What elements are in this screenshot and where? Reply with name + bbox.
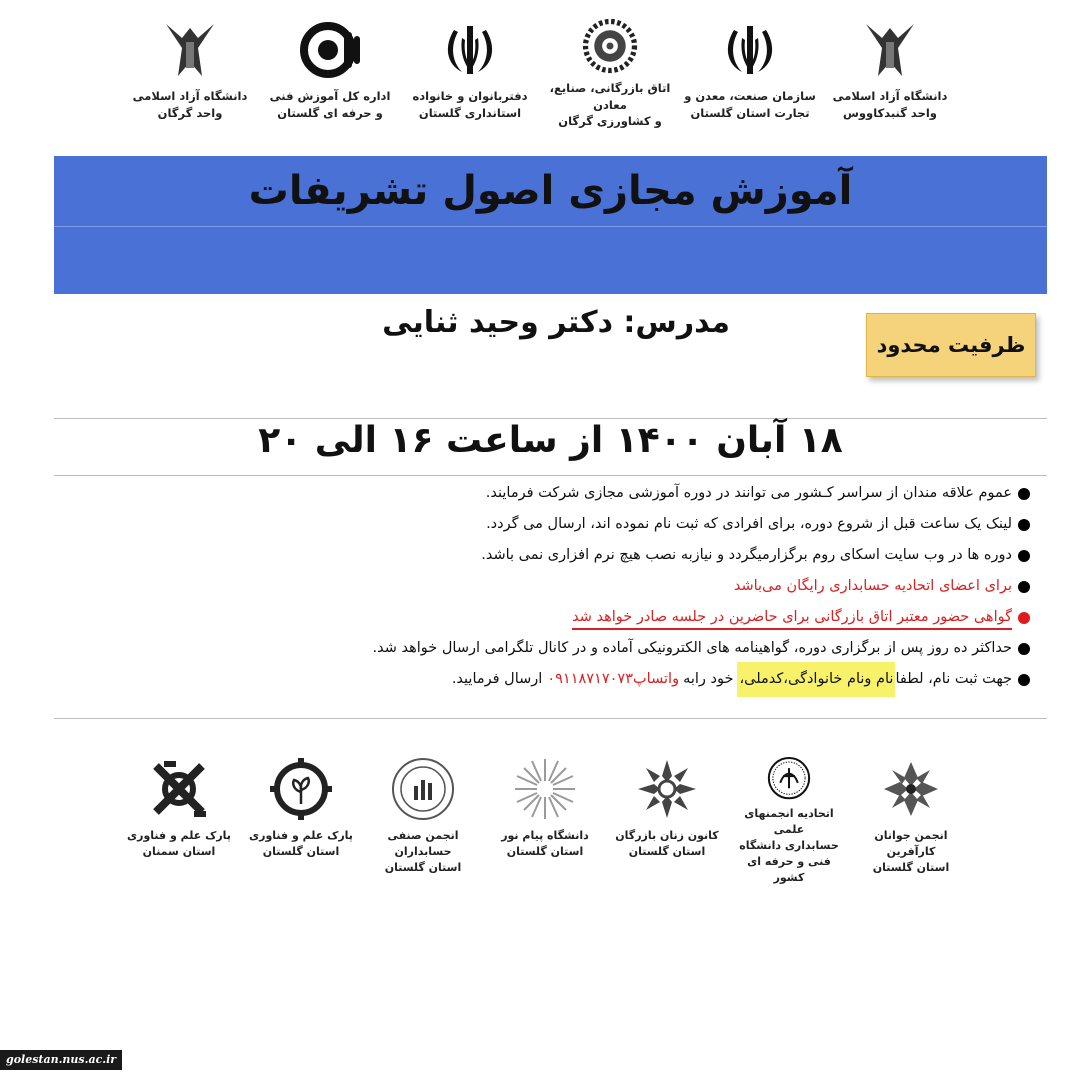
registration-suffix: ارسال فرمایید.: [451, 671, 543, 687]
logo-chamber-commerce: [540, 18, 680, 130]
logo-science-park-semnan: [120, 756, 238, 886]
divider-middle: [54, 475, 1047, 476]
accountants-guild-seal-icon: [390, 756, 456, 822]
logo-caption: دانشگاه آزاد اسلامی واحد گرگان: [132, 89, 248, 120]
list-item-text: حداکثر ده روز پس از برگزاری دوره، گواهینامه های الکترونیکی آماده و در کانال تلگرامی ارسال خواهد شد.: [372, 640, 1012, 656]
logo-payame-noor: [486, 756, 604, 886]
list-item: [290, 602, 1030, 633]
azad-university-emblem-icon: [158, 18, 222, 82]
list-item: [290, 509, 1030, 540]
logo-caption: اتاق بازرگانی، صنایع، معادن و کشاورزی گرگان: [549, 80, 671, 129]
logo-caption: دانشگاه آزاد اسلامی واحد گنبدکاووس: [832, 89, 948, 120]
logo-caption: دفتربانوان و خانواده استانداری گلستان: [412, 89, 528, 120]
logo-caption: اداره کل آموزش فنی و حرفه ای گلستان: [269, 89, 391, 120]
logo-azad-gonbad: [820, 18, 960, 130]
instructor-name: مدرس: دکتر وحید ثنایی: [382, 305, 730, 340]
bullet-dot-icon: [1018, 674, 1030, 686]
azad-university-emblem-icon: [858, 18, 922, 82]
registration-highlight: نام ونام خانوادگی،کدملی،: [737, 662, 895, 697]
capacity-badge: ظرفیت محدود: [866, 313, 1036, 377]
bottom-logo-row: [120, 756, 970, 886]
logo-industry-org: [680, 18, 820, 130]
course-title: آموزش مجازی اصول تشریفات: [248, 168, 853, 214]
list-item: [290, 478, 1030, 509]
logo-caption: کانون زنان بازرگان استان گلستان: [615, 829, 719, 858]
logo-tvto: [260, 18, 400, 130]
top-logo-row: [120, 18, 960, 130]
list-item-text: برای اعضای اتحادیه حسابداری رایگان می‌باشد: [733, 578, 1012, 594]
divider-bottom: [54, 718, 1047, 719]
logo-caption: اتحادیه انجمنهای علمی حسابداری دانشگاه فنی و حرفه ای کشور: [739, 807, 839, 885]
chamber-gear-icon: [578, 18, 642, 74]
bullet-dot-icon: [1018, 550, 1030, 562]
iran-emblem-icon: [718, 18, 782, 82]
logo-accounting-union: [730, 756, 848, 886]
logo-caption: انجمن صنفی حسابداران استان گلستان: [384, 829, 462, 874]
list-item: [290, 571, 1030, 602]
list-item-text: دوره ها در وب سایت اسکای روم برگزارمیگردد و نیازبه نصب هیچ نرم افزاری نمی باشد.: [481, 547, 1012, 563]
list-item-text: عموم علاقه مندان از سراسر کـشور می توانند در دوره آموزشی مجازی شرکت فرمایند.: [485, 485, 1012, 501]
course-datetime: ۱۸ آبان ۱۴۰۰ از ساعت ۱۶ الی ۲۰: [258, 420, 843, 461]
iran-emblem-icon: [438, 18, 502, 82]
registration-middle: خود رابه: [683, 671, 734, 687]
logo-women-affairs: [400, 18, 540, 130]
bullet-dot-icon: [1018, 488, 1030, 500]
logo-accountants-guild: [364, 756, 482, 886]
list-item: [290, 540, 1030, 571]
list-item: [290, 633, 1030, 664]
info-list: [290, 478, 1030, 695]
bullet-dot-icon: [1018, 519, 1030, 531]
list-item-text: گواهی حضور معتبر اتاق بازرگانی برای حاضرین در جلسه صادر خواهد شد: [572, 606, 1012, 630]
accounting-union-seal-icon: [756, 756, 822, 800]
bullet-dot-icon: [1018, 643, 1030, 655]
registration-item: [290, 664, 1030, 695]
title-banner: [54, 156, 1047, 294]
logo-caption: سازمان صنعت، معدن و تجارت استان گلستان: [684, 89, 816, 120]
logo-caption: پارک علم و فناوری استان سمنان: [127, 829, 231, 858]
bullet-dot-icon: [1018, 612, 1030, 624]
logo-azad-gorgan: [120, 18, 260, 130]
science-park-gear-icon: [268, 756, 334, 822]
logo-caption: انجمن جوانان کارآفرین استان گلستان: [872, 829, 950, 874]
entrepreneur-youth-logo-icon: [878, 756, 944, 822]
list-item-text: لینک یک ساعت قبل از شروع دوره، برای افرادی که ثبت نام نموده اند، ارسال می گردد.: [486, 516, 1012, 532]
logo-young-entrepreneurs: [852, 756, 970, 886]
whatsapp-number: واتساپ۰۹۱۱۸۷۱۷۰۷۳: [547, 671, 680, 687]
logo-science-park-golestan: [242, 756, 360, 886]
tvto-logo-icon: [298, 18, 362, 82]
logo-women-merchants: [608, 756, 726, 886]
divider-top: [54, 418, 1047, 419]
logo-caption: پارک علم و فناوری استان گلستان: [249, 829, 353, 858]
site-watermark: golestan.nus.ac.ir: [0, 1050, 122, 1070]
registration-prefix: جهت ثبت نام، لطفا: [895, 671, 1012, 687]
bullet-dot-icon: [1018, 581, 1030, 593]
banner-divider: [54, 226, 1047, 227]
logo-caption: دانشگاه پیام نور استان گلستان: [501, 829, 589, 858]
science-park-knot-icon: [146, 756, 212, 822]
women-merchants-logo-icon: [634, 756, 700, 822]
payame-noor-logo-icon: [512, 756, 578, 822]
